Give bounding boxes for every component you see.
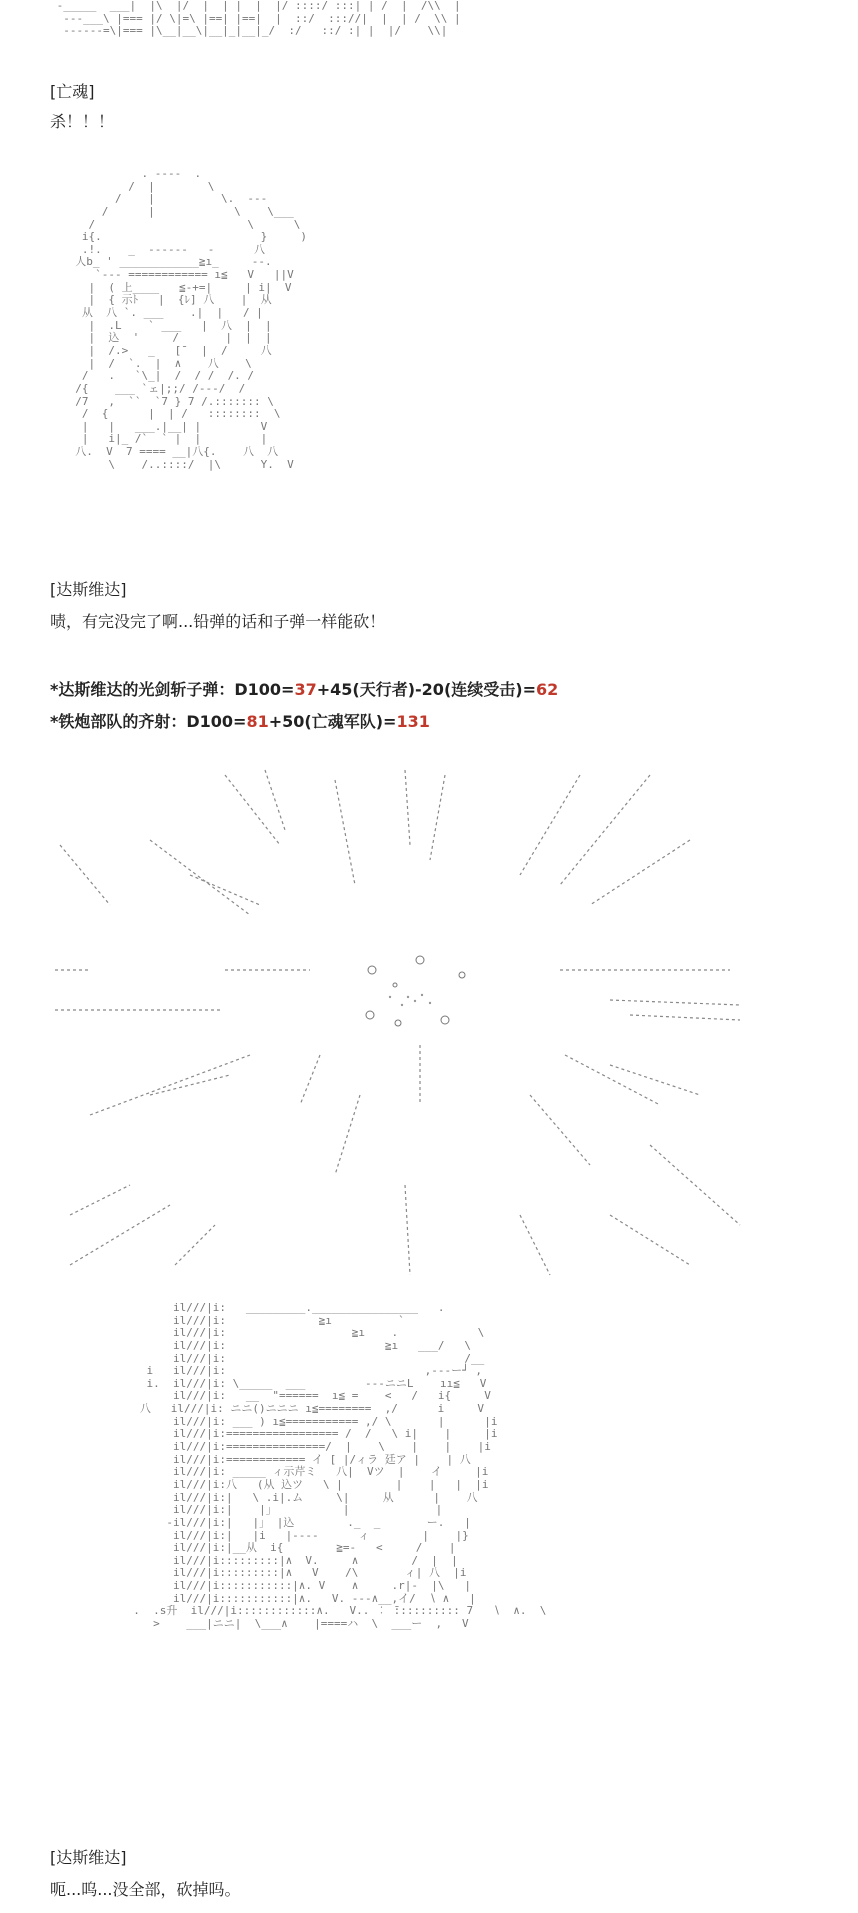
dialogue-line-vader-1: 啧，有完没完了啊...铅弹的话和子弹一样能砍！	[50, 612, 386, 631]
roll-modifiers: +45(天行者)-20(连续受击)=	[316, 680, 536, 699]
dialogue-line-ghost: 杀！！！	[50, 112, 115, 131]
speaker-label-ghost: [亡魂]	[50, 82, 95, 101]
speaker-label-vader-1: [达斯维达]	[50, 580, 127, 599]
ascii-art-volley-burst	[50, 765, 750, 1285]
roll-label: *达斯维达的光剑斩子弹：D100=	[50, 680, 295, 699]
roll-label: *铁炮部队的齐射：D100=	[50, 712, 247, 731]
roll-value-base: 81	[246, 712, 269, 731]
dice-roll-volley	[50, 712, 430, 732]
ascii-art-top: -_____ ___| |\ |/ | | | | |/ ::::/ :::| | / | /\\ | ---___\ |=== |/ \|=\ |==| |==| | ::/ ::://| | | / \\ | ------=\|=== |\__|__\|__|_|__|_/ :/ ::/ :| | |/ \\|	[56, 0, 461, 38]
roll-value-total: 62	[535, 680, 559, 699]
dice-roll-lightsaber	[50, 680, 558, 700]
roll-value-base: 37	[294, 680, 317, 699]
speaker-label-vader-2: [达斯维达]	[50, 1848, 127, 1867]
roll-value-total: 131	[396, 712, 430, 731]
ascii-art-vader: . ---- . / | \ / | \. --- / | \ \___ / \ \ i{. } ) .!. _ ------ - 八 人b_ ' ____________≧ı_ --. `--- ============ ı≦ V ||V | ( 上____ ≦-+=| | i| V | { 示ﾄ | {ﾚ] 八 | 从 从 八 `. ___ .| | / | | .L ` ___ | 八 | | | 込 ' / | | | | /.> _ [¯ | / 八 | / `. | ∧ 八 \ / . `\_| / / / /. / /{ ___ `ェ|;;/ /---/ / /7 , `` `7 } 7 /.::::::: \ / { | | / :::::::: \ | | ___.|__| | V | i|_ /` ` | | | 八. V 7 ==== __|八{. 八 八 \ /..::::/ |\ Y. V	[75, 167, 308, 471]
ascii-art-vader-saber: il///|i: _________.________________ . il///|i: ≧ı ` il///|i: ≧ı . \ il///|i: ≧ı ___/ \ il///|i: /__ i il///|i: ,---ー┘ , i. il///|i: \_____ ___ ---ニニL ıı≦ V il///|i: __ "====== ı≦ = < / i{ V 八 il///|i: ニニ()ニニニ ı≦======== ,/ i V il///|i: ___ ) ı≦=========== ,/ \ | |i il///|i:================= / / \ i| | |i il///|i:===============/ | \ | | |i il///|i:============ イ [ |/ィラ 廷ア | | 八 il///|i: _____ ィ示芹ミ 八| Vツ | イ |i il///|i:八 (从 込ツ \ | | | | |i il///|i:| \ .i|.ム \| 从 | 八 il///|i:| |」 | | -il///|i:| |」 |込 ._ _ ー. | il///|i:| |i |---- ィ | |} il///|i:|__从 i{ ≧=- < / | il///|i:::::::::|∧ V. ∧ / | | il///|i:::::::::|∧ V /\ ィ| 八 |i il///|i:::::::::::|∧. V ∧ .r|- |\ | il///|i:::::::::::|∧. V. ---∧__,イ/ ∖ ∧ | . .s升 il///|i::::::::::::∧. V.. ︰ ̄:::::::::: 7 ∖ ∧. \ > ___|ニニ| \___∧ |====ハ \ ___ー , V	[133, 1301, 547, 1631]
roll-modifiers: +50(亡魂军队)=	[268, 712, 397, 731]
dialogue-line-vader-2: 呃...呜...没全部，砍掉吗。	[50, 1880, 241, 1899]
